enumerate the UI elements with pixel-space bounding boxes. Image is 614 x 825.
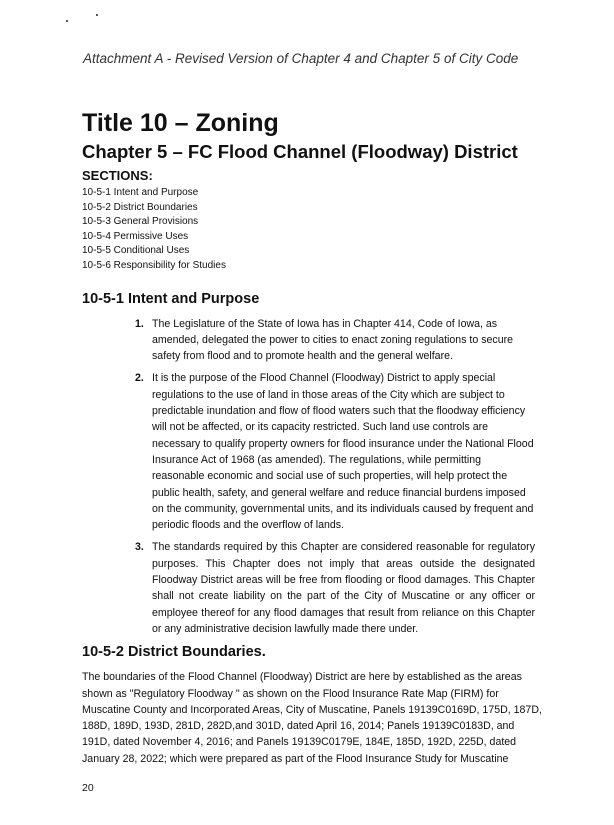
section-link: 10-5-2 District Boundaries: [82, 201, 198, 213]
scan-speck: [96, 14, 98, 16]
item-text: The Legislature of the State of Iowa has in Chapter 414, Code of Iowa, as amended, delegated the power to cities to enact zoning regulations to secure safety from flood and to promote health and the general welfare.: [152, 317, 514, 363]
item-number: 3.: [135, 541, 144, 554]
section-heading-boundaries: 10-5-2 District Boundaries.: [82, 644, 266, 661]
chapter-heading: Chapter 5 – FC Flood Channel (Floodway) District: [82, 141, 518, 162]
sections-list: [82, 186, 542, 274]
section-link: 10-5-1 Intent and Purpose: [82, 187, 199, 198]
sections-label: SECTIONS:: [82, 168, 153, 183]
section-link: 10-5-4 Permissive Uses: [82, 230, 189, 242]
section-link: 10-5-6 Responsibility for Studies: [82, 259, 226, 271]
list-item: [135, 539, 535, 637]
list-item: [135, 316, 535, 365]
title-heading: Title 10 – Zoning: [82, 109, 279, 137]
section-heading-intent: 10-5-1 Intent and Purpose: [82, 290, 260, 307]
item-number: 1.: [135, 317, 144, 330]
item-number: 2.: [135, 372, 144, 385]
page-number: 20: [82, 781, 94, 794]
item-text: The standards required by this Chapter are considered reasonable for regulatory purposes. This Chapter does not imply that areas outside the designated Floodway District areas will be free from flooding or flood damages. This Chapter shall not create liability on the part of the City of Muscatine or any officer or employee thereof for any flood damages that result from reliance on this Chapter or any administrative decision lawfully made there under.: [152, 541, 535, 635]
boundaries-paragraph: The boundaries of the Flood Channel (Floodway) District are here by established as the areas shown as "Regulatory Floodway " as shown on the Flood Insurance Rate Map (FIRM) for Muscatine County and Incorporated Areas, City of Muscatine, Panels 19139C0169D, 175D, 187D, 188D, 189D, 193D, 281D, 282D,and 301D, dated April 16, 2014; Panels 19139C0183D, and 191D, dated November 4, 2016; and Panels 19139C0179E, 184E, 185D, 192D, 225D, dated January 28, 2022; which were prepared as part of the Flood Insurance Study for Muscatine: [82, 671, 542, 765]
section-link: 10-5-5 Conditional Uses: [82, 245, 190, 257]
item-text: It is the purpose of the Flood Channel (Floodway) District to apply special regulations to the use of land in those areas of the City which are subject to predictable inundation and flow of flood waters such that the floodway efficiency will not be affected, or its capacity restricted. Such land use controls are necessary to qualify property owners for flood insurance under the National Flood Insurance Act of 1968 (as amended). The regulations, while permitting reasonable economic and social use of such properties, will help protect the public health, safety, and general welfare and reduce financial burdens imposed on the community, governmental units, and its individuals caused by frequent and periodic floods and the overflow of lands.: [152, 372, 534, 532]
scan-speck: [66, 20, 68, 22]
list-item: [135, 370, 535, 533]
attachment-header: Attachment A - Revised Version of Chapter 4 and Chapter 5 of City Code: [83, 51, 519, 66]
section-link: 10-5-3 General Provisions: [82, 216, 199, 228]
